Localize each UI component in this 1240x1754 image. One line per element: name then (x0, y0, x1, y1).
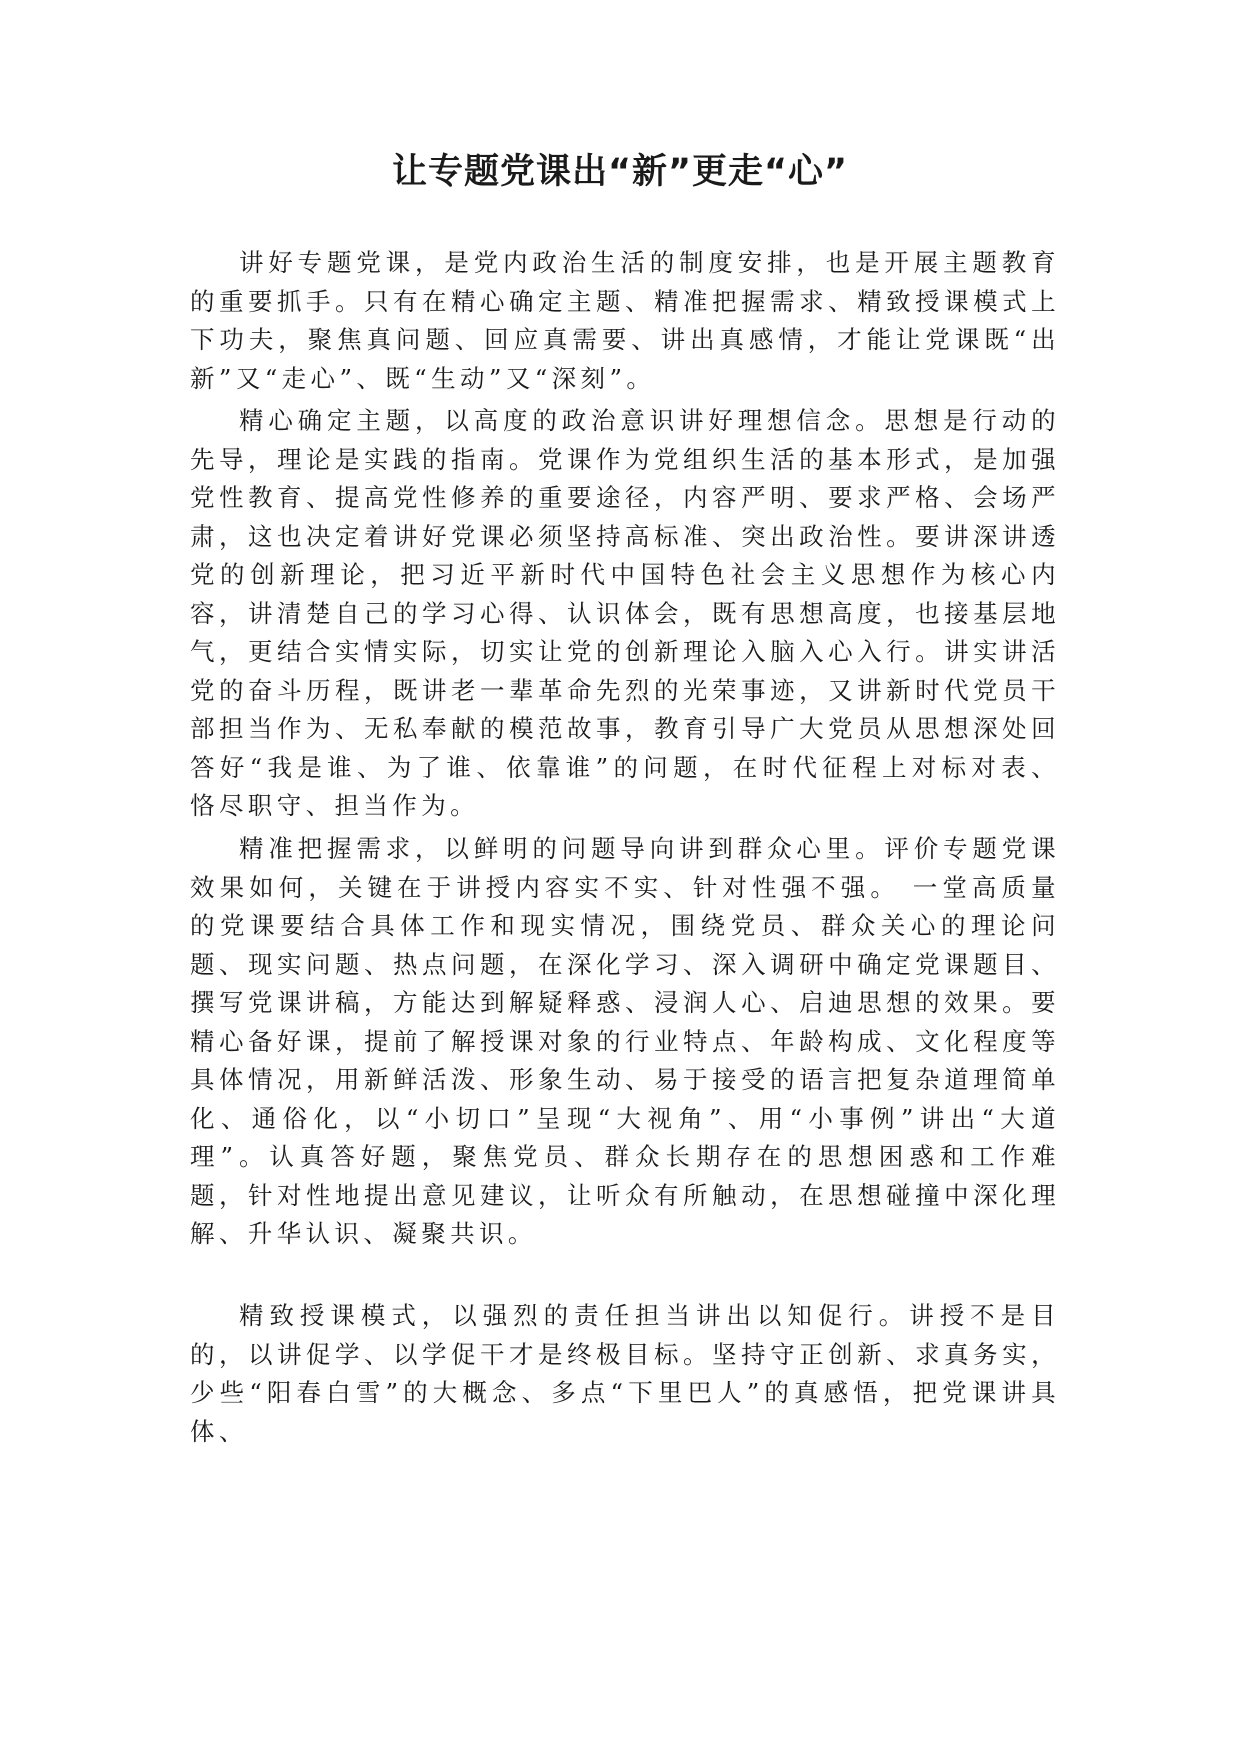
paragraph-teaching-mode: 精致授课模式，以强烈的责任担当讲出以知促行。讲授不是目的，以讲促学、以学促干才是终极目标。坚持守正创新、求真务实，少些“阳春白雪”的大概念、多点“下里巴人”的真感悟，把党课讲具体、 (190, 1301, 1060, 1446)
paragraph-intro: 讲好专题党课，是党内政治生活的制度安排，也是开展主题教育的重要抓手。只有在精心确定主题、精准把握需求、精致授课模式上下功夫，聚焦真问题、回应真需要、讲出真感情，才能让党课既“出新”又“走心”、既“生动”又“深刻”。 (190, 248, 1060, 393)
document-title: 让专题党课出“新”更走“心” (391, 152, 848, 192)
paragraph-needs: 精准把握需求，以鲜明的问题导向讲到群众心里。评价专题党课效果如何，关键在于讲授内容实不实、针对性强不强。 一堂高质量的党课要结合具体工作和现实情况，围绕党员、群众关心的理论问题、现实问题、热点问题，在深化学习、深入调研中确定党课题目、撰写党课讲稿，方能达到解疑释惑、浸润人心、启迪思想的效果。要精心备好课，提前了解授课对象的行业特点、年龄构成、文化程度等具体情况，用新鲜活泼、形象生动、易于接受的语言把复杂道理简单化、通俗化，以“小切口”呈现“大视角”、用“小事例”讲出“大道理”。认真答好题，聚焦党员、群众长期存在的思想困惑和工作难题，针对性地提出意见建议，让听众有所触动，在思想碰撞中深化理解、升华认识、凝聚共识。 (190, 834, 1060, 1248)
paragraph-theme: 精心确定主题，以高度的政治意识讲好理想信念。思想是行动的先导，理论是实践的指南。党课作为党组织生活的基本形式，是加强党性教育、提高党性修养的重要途径，内容严明、要求严格、会场严肃，这也决定着讲好党课必须坚持高标准、突出政治性。要讲深讲透党的创新理论，把习近平新时代中国特色社会主义思想作为核心内容，讲清楚自己的学习心得、认识体会，既有思想高度，也接基层地气，更结合实情实际，切实让党的创新理论入脑入心入行。讲实讲活党的奋斗历程，既讲老一辈革命先烈的光荣事迹，又讲新时代党员干部担当作为、无私奉献的模范故事，教育引导广大党员从思想深处回答好“我是谁、为了谁、依靠谁”的问题，在时代征程上对标对表、恪尽职守、担当作为。 (190, 406, 1060, 820)
